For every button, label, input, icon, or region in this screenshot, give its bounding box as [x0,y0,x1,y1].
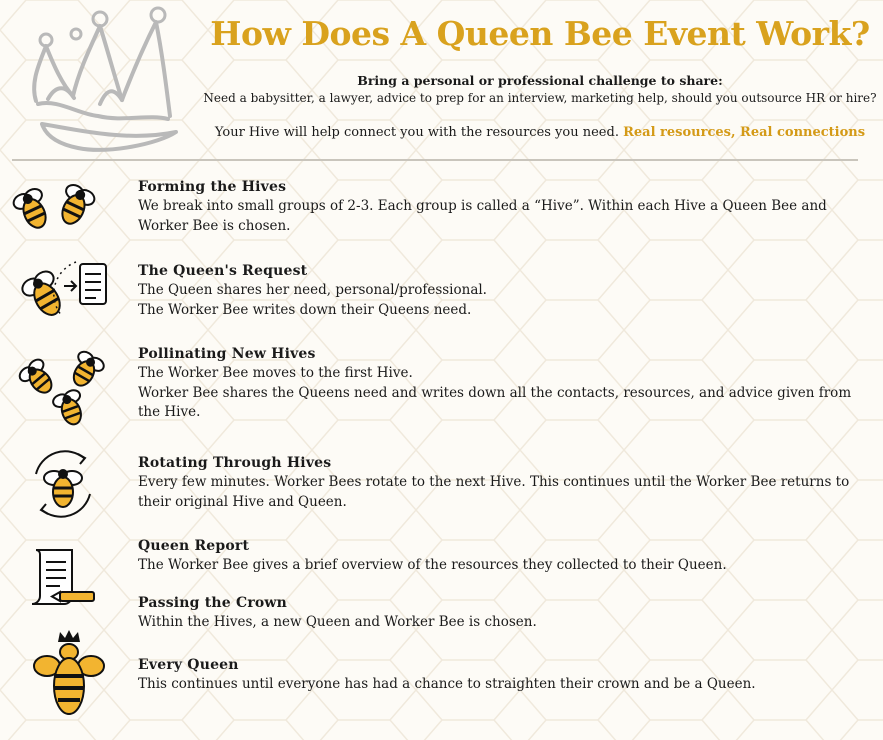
step-title: The Queen's Request [138,263,308,279]
step-line: The Worker Bee moves to the first Hive. [138,365,413,381]
step-line: their original Hive and Queen. [138,493,347,510]
step-line: Worker Bee shares the Queens need and writes down all the contacts, resources, and advice given from [138,384,852,401]
step-line: Every few minutes. Worker Bees rotate to the next Hive. This continues until the Worker Bee returns to [138,474,850,490]
step-passing-the-crown [138,593,878,633]
step-queen-report [138,536,878,576]
step-line: Worker Bee is chosen. [138,217,291,234]
intro-section [200,72,880,142]
step-line: The Worker Bee gives a brief overview of the resources they collected to their Queen. [138,557,727,573]
step-line: This continues until everyone has had a chance to straighten their crown and be a Queen. [138,676,756,692]
crown-logo [18,4,188,159]
step-title: Queen Report [138,538,250,554]
step-queens-request [138,261,878,320]
step-rotating-through-hives [138,453,878,512]
step-title: Passing the Crown [138,595,288,611]
step-forming-the-hives [138,177,878,236]
report-document-icon [26,546,100,612]
rotating-bee-icon [22,446,104,522]
three-bees-icon [16,346,112,428]
step-line: the Hive. [138,404,201,420]
step-line: Within the Hives, a new Queen and Worker Bee is chosen. [138,614,537,630]
tagline-highlight: Real resources, Real connections [623,125,866,140]
intro-heading: Bring a personal or professional challenge to share: [357,73,723,88]
intro-connect [200,124,880,142]
step-line: The Queen shares her need, personal/professional. [138,282,487,298]
step-title: Every Queen [138,657,239,673]
connect-text: Your Hive will help connect you with the resources you need. [214,125,619,140]
divider [12,159,858,161]
step-title: Forming the Hives [138,179,287,195]
step-title: Rotating Through Hives [138,455,332,471]
intro-examples: Need a babysitter, a lawyer, advice to prep for an interview, marketing help, should you outsource HR or hire? [203,91,877,105]
step-every-queen [138,655,878,695]
step-line: We break into small groups of 2-3. Each group is called a “Hive”. Within each Hive a Queen Bee and [138,198,827,214]
step-line: The Worker Bee writes down their Queens need. [138,301,472,318]
queen-bee-icon [32,628,106,718]
step-title: Pollinating New Hives [138,346,316,362]
page-title: How Does A Queen Bee Event Work? [210,14,870,53]
step-pollinating-new-hives [138,344,878,423]
two-bees-icon [12,176,104,236]
bee-to-list-icon [16,256,112,322]
